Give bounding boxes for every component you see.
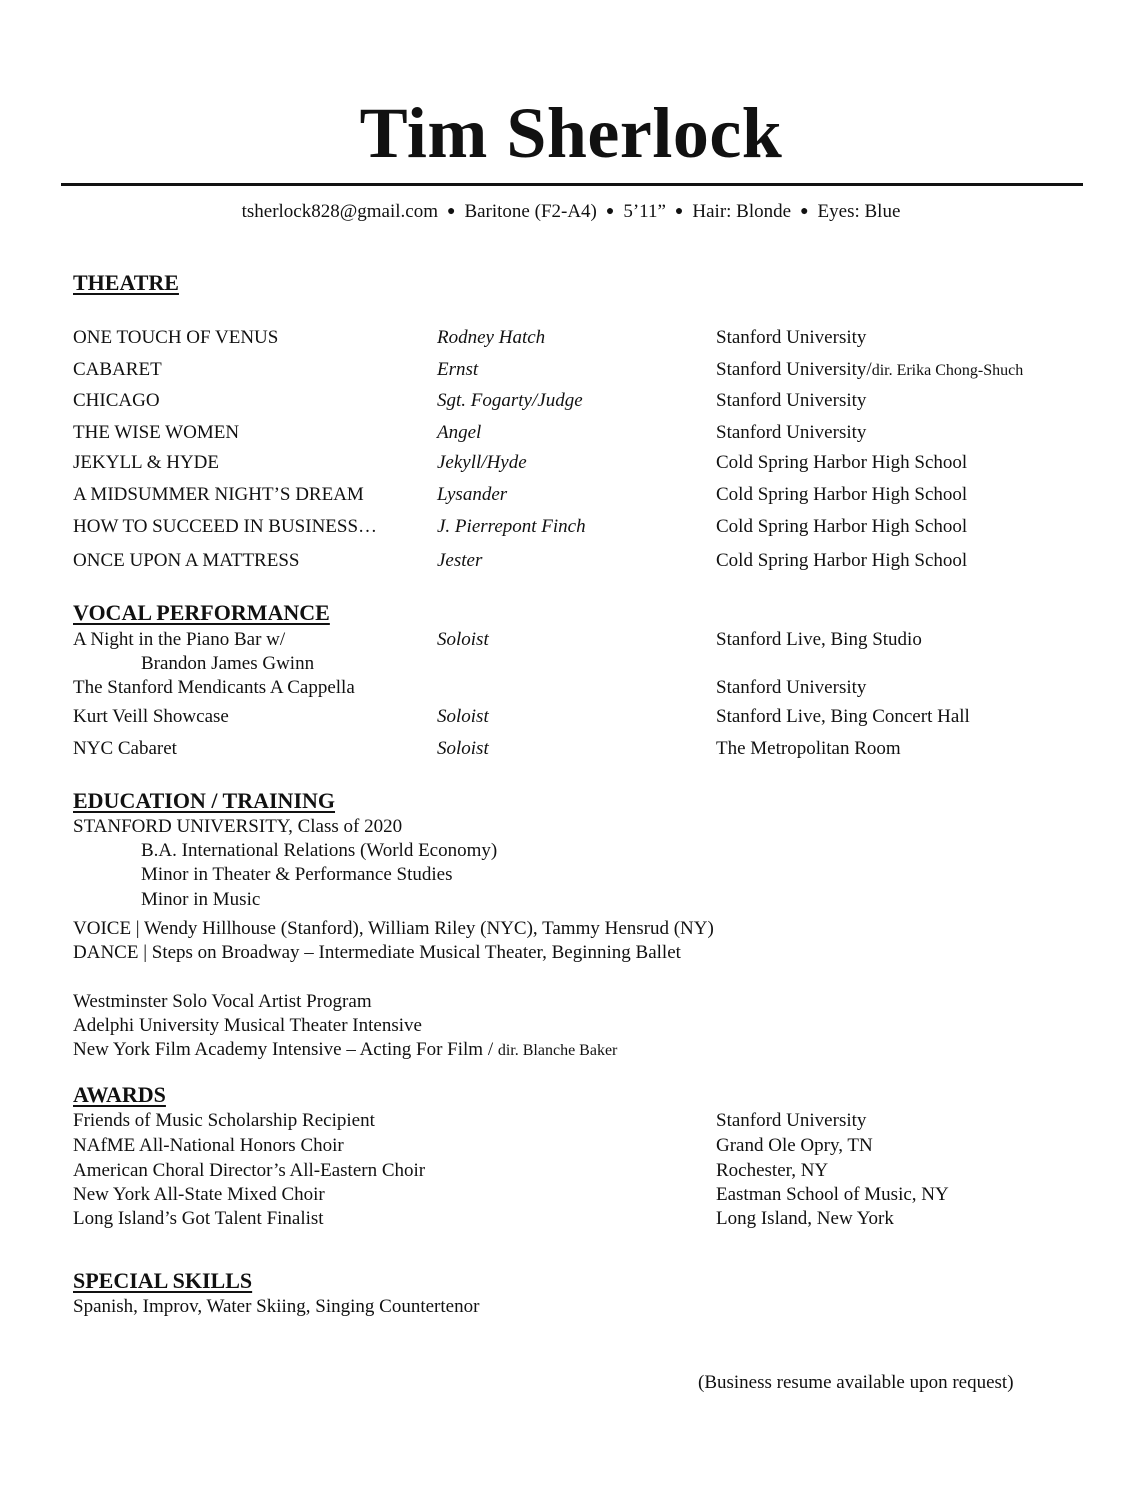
section-heading-vocal-performance: VOCAL PERFORMANCE: [73, 600, 330, 625]
venue: Stanford University: [716, 677, 867, 698]
degree-detail: B.A. International Relations (World Economy): [141, 840, 498, 861]
bullet-separator: ●: [800, 204, 809, 219]
section-heading-special-skills: SPECIAL SKILLS: [73, 1268, 253, 1293]
performance-title: NYC Cabaret: [73, 738, 177, 759]
award-place: Rochester, NY: [716, 1160, 829, 1181]
award-place: Stanford University: [716, 1110, 867, 1131]
section-heading-awards: AWARDS: [73, 1082, 166, 1107]
performance-title: The Stanford Mendicants A Cappella: [73, 677, 355, 698]
award-place: Eastman School of Music, NY: [716, 1184, 949, 1205]
role: Jester: [437, 550, 483, 571]
venue: The Metropolitan Room: [716, 738, 901, 759]
bullet-separator: ●: [674, 204, 684, 219]
resume-name: Tim Sherlock: [359, 93, 783, 173]
height: 5’11”: [623, 201, 666, 222]
voice-type: Baritone (F2-A4): [464, 201, 597, 222]
award-title: Friends of Music Scholarship Recipient: [73, 1110, 375, 1131]
role: Lysander: [437, 484, 508, 505]
contact-line: [0, 201, 1142, 223]
training-program: New York Film Academy Intensive – Acting For Film /: [73, 1039, 494, 1060]
award-place: Long Island, New York: [716, 1208, 894, 1229]
director-note: dir. Erika Chong-Shuch: [871, 362, 1024, 379]
section-heading-theatre: THEATRE: [73, 270, 179, 295]
performance-title: A Night in the Piano Bar w/: [73, 629, 286, 650]
role: Soloist: [437, 629, 489, 650]
dance-training: DANCE | Steps on Broadway – Intermediate Musical Theater, Beginning Ballet: [73, 942, 681, 963]
degree-detail: Minor in Music: [141, 889, 261, 910]
header-divider: [61, 183, 1083, 186]
training-program: Adelphi University Musical Theater Intensive: [73, 1015, 422, 1036]
hair-color: Hair: Blonde: [692, 201, 792, 222]
role: Angel: [437, 422, 482, 443]
voice-training: VOICE | Wendy Hillhouse (Stanford), William Riley (NYC), Tammy Hensrud (NY): [73, 918, 714, 939]
role: Jekyll/Hyde: [437, 452, 527, 473]
show-title: ONE TOUCH OF VENUS: [73, 327, 279, 348]
bullet-separator: ●: [605, 204, 615, 219]
eye-color: Eyes: Blue: [817, 201, 901, 222]
venue: Stanford University: [716, 327, 867, 348]
award-title: NAfME All-National Honors Choir: [73, 1135, 344, 1156]
award-title: Long Island’s Got Talent Finalist: [73, 1208, 324, 1229]
venue: Stanford Live, Bing Concert Hall: [716, 706, 970, 727]
venue: Stanford University: [716, 390, 867, 411]
degree-detail: Minor in Theater & Performance Studies: [141, 864, 453, 885]
training-program: Westminster Solo Vocal Artist Program: [73, 991, 372, 1012]
show-title: CHICAGO: [73, 390, 160, 411]
role: Sgt. Fogarty/Judge: [437, 390, 583, 411]
award-title: New York All-State Mixed Choir: [73, 1184, 325, 1205]
venue: Cold Spring Harbor High School: [716, 452, 968, 473]
show-title: ONCE UPON A MATTRESS: [73, 550, 300, 571]
performance-title: Kurt Veill Showcase: [73, 706, 229, 727]
role: Soloist: [437, 738, 489, 759]
show-title: A MIDSUMMER NIGHT’S DREAM: [73, 484, 364, 505]
footer-note: (Business resume available upon request): [698, 1372, 1014, 1393]
show-title: JEKYLL & HYDE: [73, 452, 219, 473]
role: Ernst: [437, 359, 479, 380]
school: STANFORD UNIVERSITY, Class of 2020: [73, 816, 403, 837]
bullet-separator: ●: [446, 204, 456, 219]
venue: Stanford Live, Bing Studio: [716, 629, 922, 650]
director-note: dir. Blanche Baker: [497, 1042, 618, 1059]
award-title: American Choral Director’s All-Eastern Choir: [73, 1160, 426, 1181]
award-place: Grand Ole Opry, TN: [716, 1135, 873, 1156]
role: J. Pierrepont Finch: [437, 516, 586, 537]
show-title: CABARET: [73, 359, 162, 380]
show-title: THE WISE WOMEN: [73, 422, 240, 443]
section-heading-education: EDUCATION / TRAINING: [73, 788, 336, 813]
venue: Cold Spring Harbor High School: [716, 516, 968, 537]
email[interactable]: tsherlock828@gmail.com: [241, 201, 438, 222]
role: Soloist: [437, 706, 489, 727]
show-title: HOW TO SUCCEED IN BUSINESS…: [73, 516, 378, 537]
training-program-with-director: [73, 1039, 617, 1061]
performance-title-line2: Brandon James Gwinn: [141, 653, 315, 674]
skills-list: Spanish, Improv, Water Skiing, Singing Countertenor: [73, 1296, 480, 1317]
venue-with-director: [716, 359, 1023, 381]
venue: Cold Spring Harbor High School: [716, 484, 968, 505]
role: Rodney Hatch: [437, 327, 546, 348]
venue: Stanford University/: [716, 359, 872, 380]
venue: Cold Spring Harbor High School: [716, 550, 968, 571]
venue: Stanford University: [716, 422, 867, 443]
